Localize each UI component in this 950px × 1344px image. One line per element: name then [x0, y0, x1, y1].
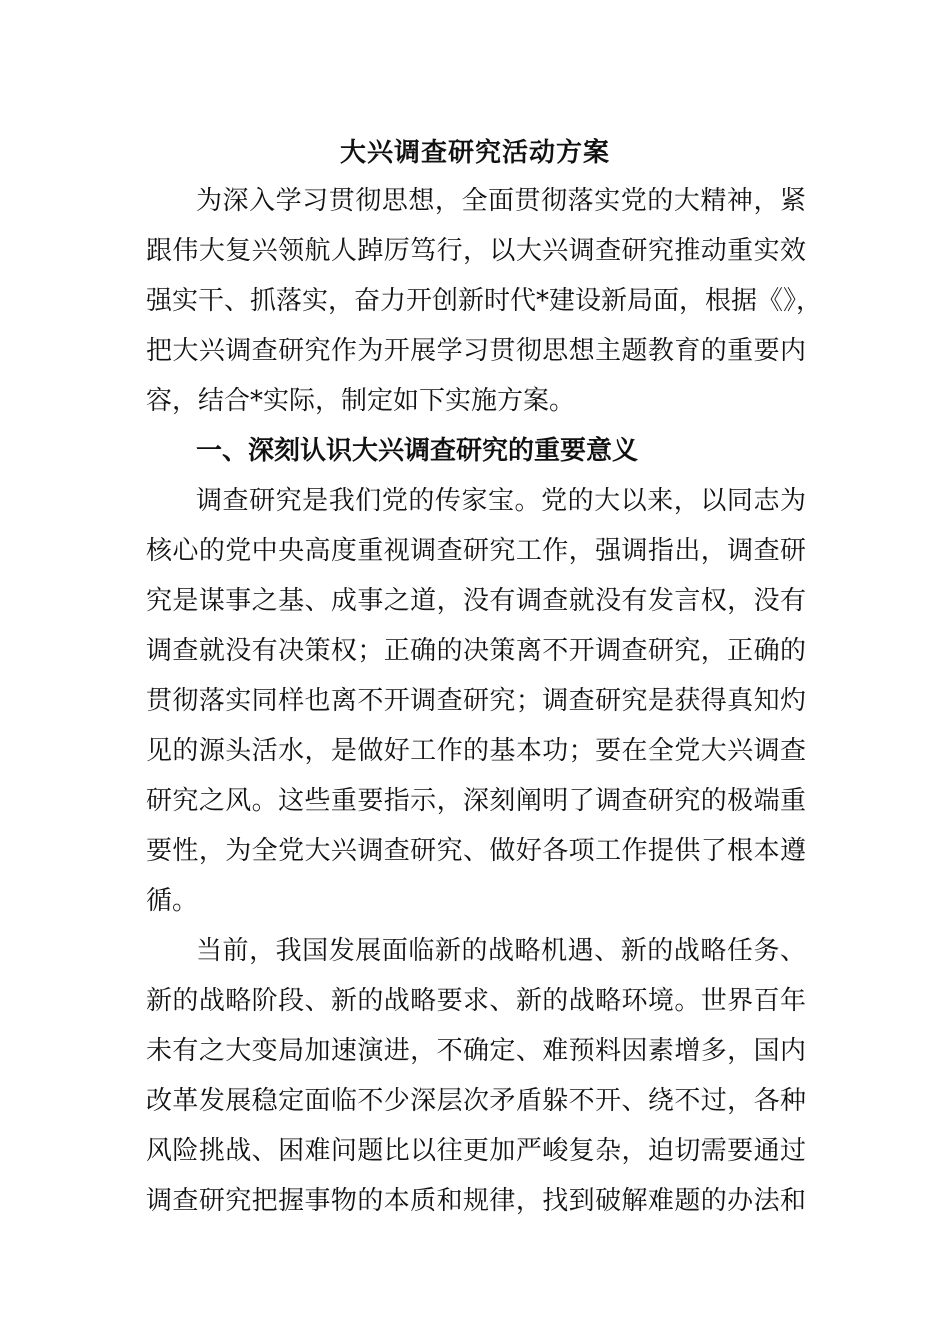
paragraph2-line-2: 核心的党中央高度重视调查研究工作，强调指出，调查研: [146, 536, 806, 566]
paragraph2-line-4: 调查就没有决策权；正确的决策离不开调查研究，正确的: [146, 636, 806, 666]
paragraph2-line-9: 循。: [146, 886, 199, 916]
section1-heading: 一、深刻认识大兴调查研究的重要意义: [196, 436, 639, 466]
paragraph3-line-3: 未有之大变局加速演进，不确定、难预料因素增多，国内: [146, 1036, 806, 1066]
paragraph1-line-4: 把大兴调查研究作为开展学习贯彻思想主题教育的重要内: [146, 336, 806, 366]
paragraph1-line-1: 为深入学习贯彻思想，全面贯彻落实党的大精神，紧: [196, 186, 806, 216]
paragraph3-line-4: 改革发展稳定面临不少深层次矛盾躲不开、绕不过，各种: [146, 1086, 806, 1116]
paragraph3-line-2: 新的战略阶段、新的战略要求、新的战略环境。世界百年: [146, 986, 806, 1016]
paragraph2-line-1: 调查研究是我们党的传家宝。党的大以来，以同志为: [196, 486, 806, 516]
paragraph2-line-7: 研究之风。这些重要指示，深刻阐明了调查研究的极端重: [146, 786, 806, 816]
paragraph2-line-5: 贯彻落实同样也离不开调查研究；调查研究是获得真知灼: [146, 686, 806, 716]
paragraph2-line-8: 要性，为全党大兴调查研究、做好各项工作提供了根本遵: [146, 836, 806, 866]
paragraph2-line-3: 究是谋事之基、成事之道，没有调查就没有发言权，没有: [146, 586, 806, 616]
paragraph2-line-6: 见的源头活水，是做好工作的基本功；要在全党大兴调查: [146, 736, 806, 766]
paragraph3-line-6: 调查研究把握事物的本质和规律，找到破解难题的办法和: [146, 1186, 806, 1216]
paragraph3-line-1: 当前，我国发展面临新的战略机遇、新的战略任务、: [196, 936, 806, 966]
paragraph1-line-5: 容，结合*实际，制定如下实施方案。: [146, 386, 576, 416]
paragraph1-line-3: 强实干、抓落实，奋力开创新时代*建设新局面，根据《》，: [146, 286, 823, 316]
document-title: 大兴调查研究活动方案: [339, 138, 610, 168]
paragraph3-line-5: 风险挑战、困难问题比以往更加严峻复杂，迫切需要通过: [146, 1136, 806, 1166]
paragraph1-line-2: 跟伟大复兴领航人踔厉笃行，以大兴调查研究推动重实效: [146, 236, 806, 266]
